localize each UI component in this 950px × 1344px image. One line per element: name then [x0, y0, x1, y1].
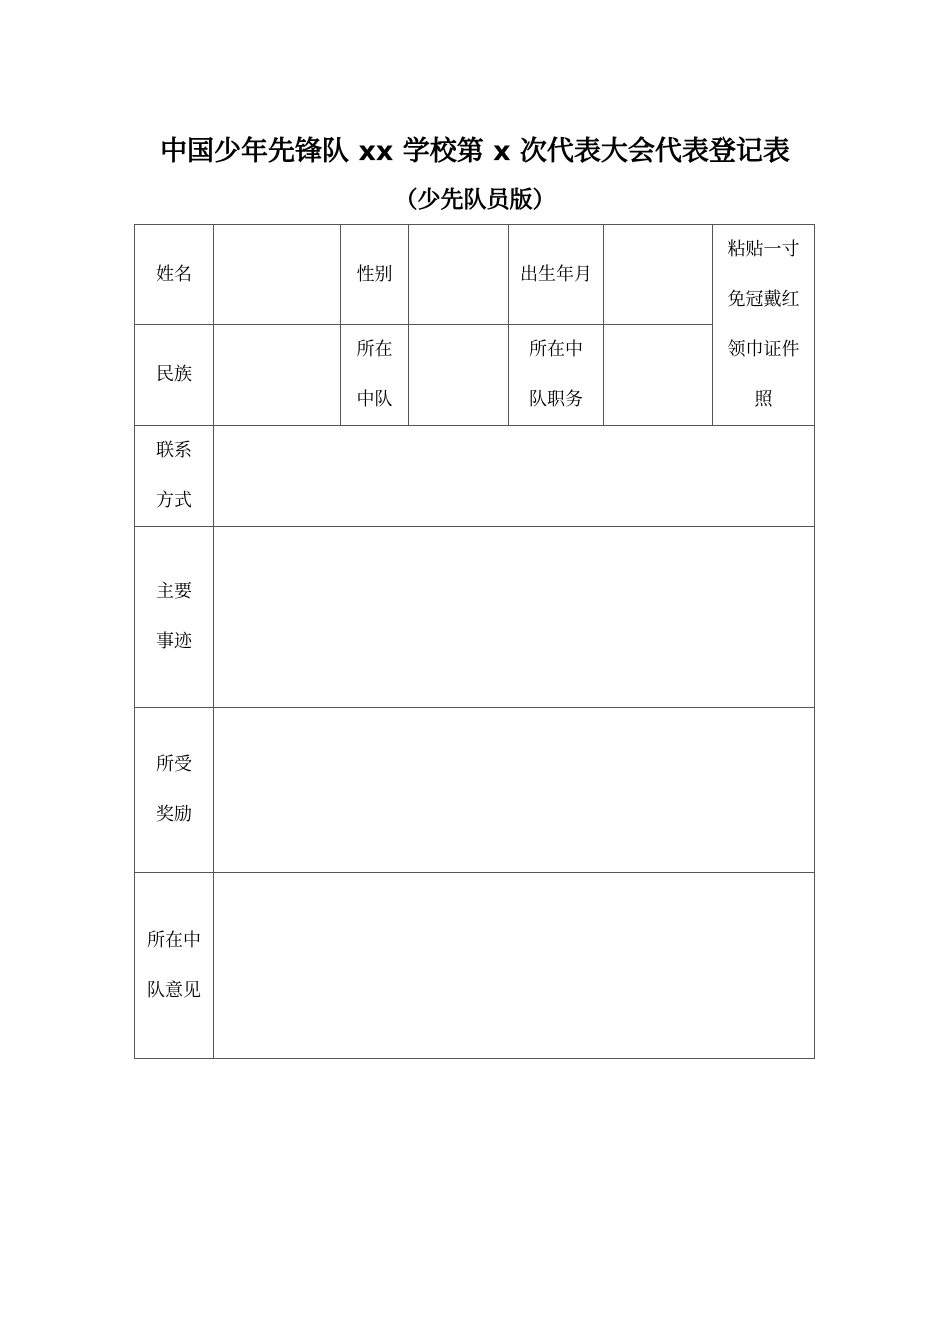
- ethnicity-label-cell: [135, 325, 214, 426]
- squad-opinion-value-cell[interactable]: [214, 873, 815, 1059]
- page-subtitle: （少先队员版）: [394, 187, 556, 213]
- registration-form-table: [134, 224, 815, 1059]
- birth-value-cell[interactable]: [604, 225, 713, 325]
- squad-label-cell: [341, 325, 409, 426]
- table-row: [135, 426, 815, 527]
- awards-label-cell: [135, 708, 214, 873]
- squad-position-label: 所在中队职务: [529, 339, 583, 410]
- birth-label: 出生年月: [520, 263, 592, 285]
- contact-label-cell: [135, 426, 214, 527]
- contact-value-cell[interactable]: [214, 426, 815, 527]
- gender-label: 性别: [356, 263, 393, 285]
- table-row: [135, 708, 815, 873]
- awards-label: 所受奖励: [155, 754, 192, 825]
- squad-position-label-cell: [509, 325, 604, 426]
- squad-value-cell[interactable]: [409, 325, 509, 426]
- squad-opinion-label: 所在中队意见: [147, 929, 201, 1001]
- achievements-label: 主要事迹: [155, 581, 192, 652]
- awards-value-cell[interactable]: [214, 708, 815, 873]
- page-title: 中国少年先锋队 xx 学校第 x 次代表大会代表登记表: [160, 136, 790, 167]
- table-row: [135, 225, 815, 325]
- gender-label-cell: [341, 225, 409, 325]
- squad-opinion-label-cell: [135, 873, 214, 1059]
- birth-label-cell: [509, 225, 604, 325]
- achievements-label-cell: [135, 527, 214, 708]
- table-row: [135, 527, 815, 708]
- table-row: [135, 873, 815, 1059]
- gender-value-cell[interactable]: [409, 225, 509, 325]
- ethnicity-value-cell[interactable]: [214, 325, 341, 426]
- name-label: 姓名: [156, 263, 192, 285]
- squad-position-value-cell[interactable]: [604, 325, 713, 426]
- name-value-cell[interactable]: [214, 225, 341, 325]
- photo-cell[interactable]: [713, 225, 815, 426]
- photo-label: 粘贴一寸免冠戴红领巾证件照: [727, 239, 800, 410]
- name-label-cell: [135, 225, 214, 325]
- ethnicity-label: 民族: [156, 364, 192, 385]
- achievements-value-cell[interactable]: [214, 527, 815, 708]
- squad-label: 所在中队: [356, 339, 393, 410]
- contact-label: 联系方式: [155, 440, 192, 511]
